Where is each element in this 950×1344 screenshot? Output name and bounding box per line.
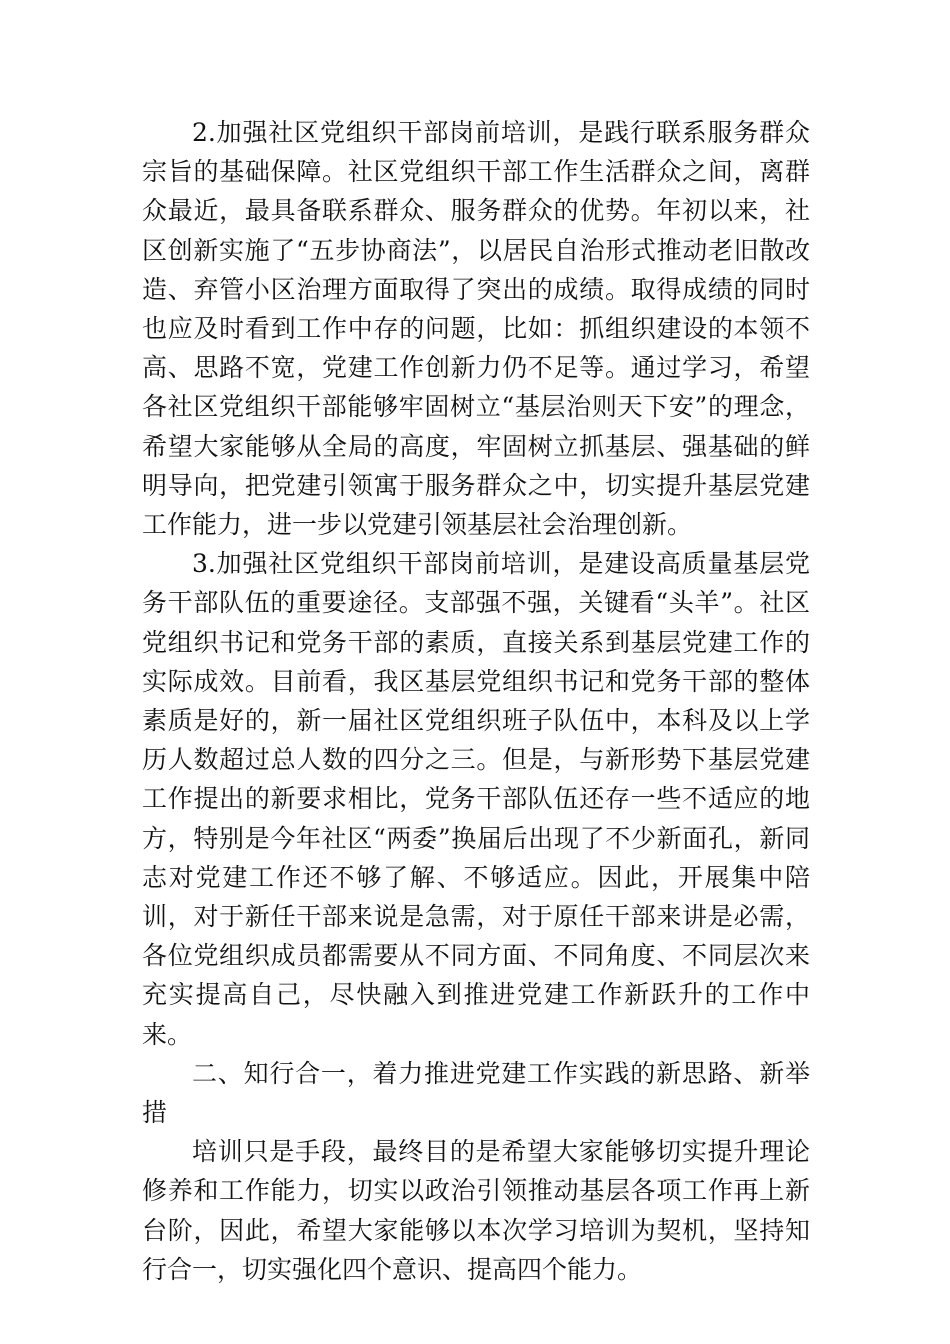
paragraph-section-intro: 培训只是手段，最终目的是希望大家能够切实提升理论修养和工作能力，切实以政治引领推动基层各项工作再上新台阶，因此，希望大家能够以本次学习培训为契机，坚持知行合一，切实强化四个意识、提高四个能力。 [142, 1137, 810, 1284]
paragraph-point-3: 3.加强社区党组织干部岗前培训，是建设高质量基层党务干部队伍的重要途径。支部强不强，关键看“头羊”。社区党组织书记和党务干部的素质，直接关系到基层党建工作的实际成效。目前看，我区基层党组织书记和党务干部的整体素质是好的，新一届社区党组织班子队伍中，本科及以上学历人数超过总人数的四分之三。但是，与新形势下基层党建工作提出的新要求相比，党务干部队伍还存一些不适应的地方，特别是今年社区“两委”换届后出现了不少新面孔，新同志对党建工作还不够了解、不够适应。因此，开展集中陪训，对于新任干部来说是急需，对于原任干部来讲是必需，各位党组织成员都需要从不同方面、不同角度、不同层次来充实提高自己，尽快融入到推进党建工作新跃升的工作中来。 [142, 549, 810, 1049]
document-body [142, 113, 810, 1289]
section-heading: 二、知行合一，着力推进党建工作实践的新思路、新举措 [142, 1058, 810, 1128]
paragraph-point-2: 2.加强社区党组织干部岗前培训，是践行联系服务群众宗旨的基础保障。社区党组织干部工作生活群众之间，离群众最近，最具备联系群众、服务群众的优势。年初以来，社区创新实施了“五步协商法”，以居民自治形式推动老旧散改造、弃管小区治理方面取得了突出的成绩。取得成绩的同时也应及时看到工作中存的问题，比如：抓组织建设的本领不高、思路不宽，党建工作创新力仍不足等。通过学习，希望各社区党组织干部能够牢固树立“基层治则天下安”的理念，希望大家能够从全局的高度，牢固树立抓基层、强基础的鲜明导向，把党建引领寓于服务群众之中，切实提升基层党建工作能力，进一步以党建引领基层社会治理创新。 [142, 118, 810, 540]
